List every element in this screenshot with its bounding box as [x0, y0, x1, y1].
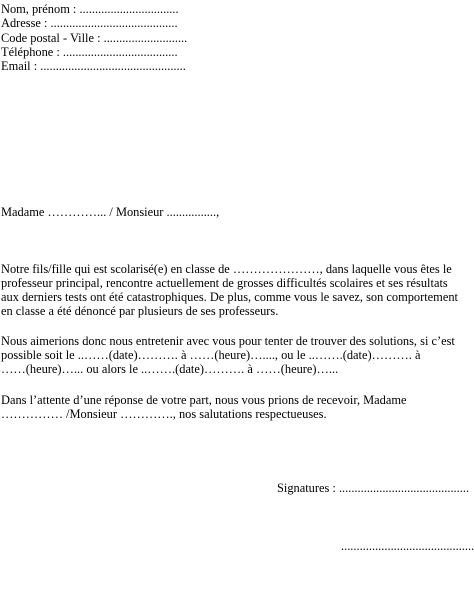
paragraph-line: Nous aimerions donc nous entretenir avec vous pour tenter de trouver des solutions, si c’est	[1, 334, 455, 348]
sender-email-line: Email : ...............................................	[1, 59, 186, 73]
sender-postal-city-line: Code postal - Ville : ...........................	[1, 31, 188, 45]
paragraph-line: Notre fils/fille qui est scolarisé(e) en classe de …………………, dans laquelle vous êtes le	[1, 262, 452, 276]
paragraph-line: en classe a été dénoncé par plusieurs de ses professeurs.	[1, 304, 279, 318]
paragraph-line: possible soit le ..……(date)………. à ……(heure)…...., ou le ..…….(date)………. à	[1, 348, 421, 362]
paragraph-closing	[1, 393, 471, 421]
paragraph-line: …………… /Monsieur …………., nos salutations respectueuses.	[1, 407, 327, 421]
sender-name-line: Nom, prénom : ................................	[1, 2, 179, 16]
paragraph-line: ……(heure)…... ou alors le ..…….(date)………. à ……(heure)…...	[1, 362, 339, 376]
salutation-line: Madame …………... / Monsieur ................,	[1, 205, 220, 219]
sender-address-line: Adresse : .........................................	[1, 16, 178, 30]
paragraph-line: aux derniers tests ont été catastrophiques. De plus, comme vous le savez, son comportement	[1, 290, 458, 304]
signatures-label: Signatures : ..........................................	[277, 481, 470, 495]
paragraph-difficulties	[1, 262, 471, 318]
sender-phone-line: Téléphone : .....................................	[1, 45, 178, 59]
signature-line: ...........................................	[341, 539, 474, 553]
paragraph-line: Dans l’attente d’une réponse de votre part, nous vous prions de recevoir, Madame	[1, 393, 407, 407]
paragraph-line: professeur principal, rencontre actuellement de grosses difficultés scolaires et ses résultats	[1, 276, 448, 290]
paragraph-meeting-request	[1, 334, 471, 376]
